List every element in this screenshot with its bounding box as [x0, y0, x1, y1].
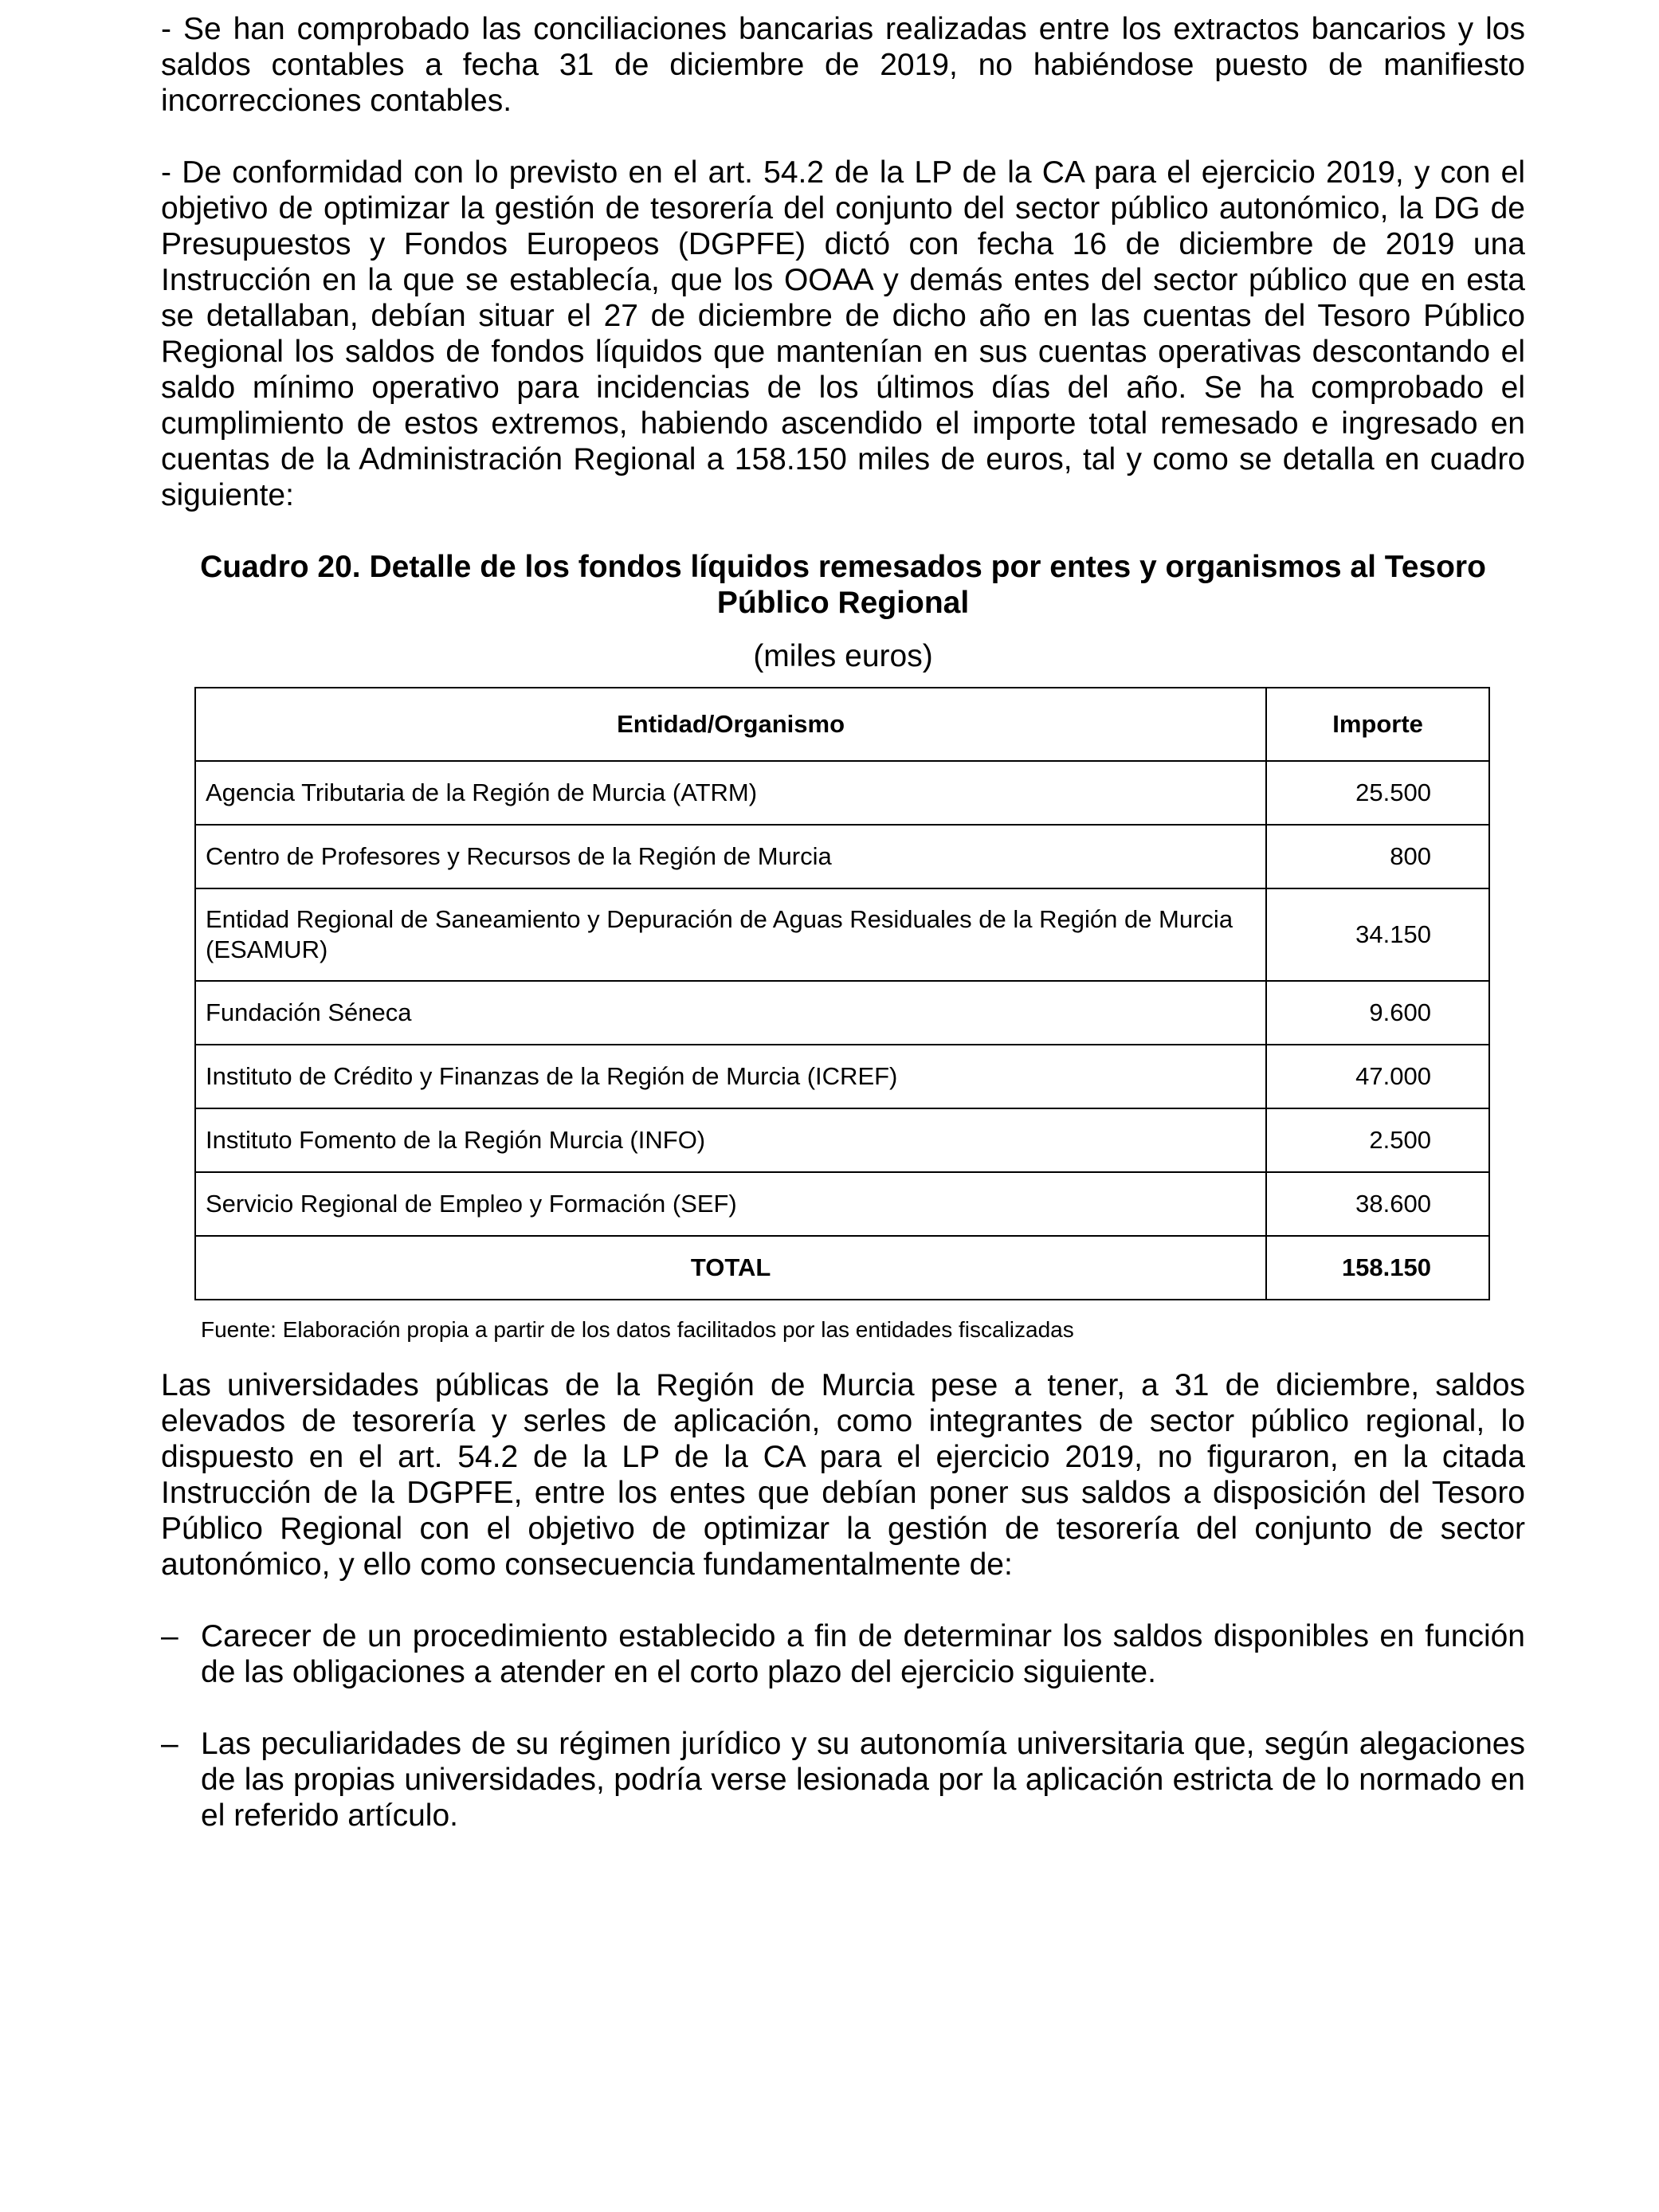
- entity-cell: Centro de Profesores y Recursos de la Región de Murcia: [195, 825, 1266, 888]
- table-caption-line-1: Cuadro 20. Detalle de los fondos líquidos remesados por entes y organismos al Tesoro: [200, 550, 1486, 584]
- table-units: (miles euros): [753, 639, 933, 673]
- table-row: [195, 1108, 1489, 1172]
- table-row: [195, 825, 1489, 888]
- table-row: [195, 888, 1489, 981]
- table-row: [195, 981, 1489, 1045]
- amount-cell: 25.500: [1266, 761, 1489, 825]
- entity-cell: Fundación Séneca: [195, 981, 1266, 1045]
- funds-table: [194, 687, 1490, 1300]
- total-amount: 158.150: [1266, 1236, 1489, 1300]
- entity-cell: Instituto de Crédito y Finanzas de la Región de Murcia (ICREF): [195, 1045, 1266, 1108]
- bullet-dash-icon: –: [161, 1727, 178, 1761]
- amount-cell: 47.000: [1266, 1045, 1489, 1108]
- table-caption: [161, 549, 1525, 621]
- entity-cell: Instituto Fomento de la Región Murcia (INFO): [195, 1108, 1266, 1172]
- entity-cell: Agencia Tributaria de la Región de Murcia (ATRM): [195, 761, 1266, 825]
- table-caption-line-2: Público Regional: [716, 586, 970, 620]
- entity-cell: Entidad Regional de Saneamiento y Depuración de Aguas Residuales de la Región de Murcia (ESAMUR): [195, 888, 1266, 981]
- list-item-text: Las peculiaridades de su régimen jurídico y su autonomía universitaria que, según alegaciones de las propias universidades, podría verse lesionada por la aplicación estricta de lo normado en el referido artículo.: [201, 1727, 1525, 1833]
- table-source-note: Fuente: Elaboración propia a partir de los datos facilitados por las entidades fiscalizadas: [201, 1317, 1074, 1342]
- bullet-dash-icon: –: [161, 1619, 178, 1653]
- list-item: [161, 1618, 1525, 1690]
- amount-cell: 2.500: [1266, 1108, 1489, 1172]
- column-header-amount: Importe: [1266, 688, 1489, 761]
- column-header-entity: Entidad/Organismo: [195, 688, 1266, 761]
- bullet-list: [161, 1618, 1525, 1834]
- amount-cell: 9.600: [1266, 981, 1489, 1045]
- total-label: TOTAL: [195, 1236, 1266, 1300]
- paragraph-treasury-instruction: - De conformidad con lo previsto en el art. 54.2 de la LP de la CA para el ejercicio 2019, y con el objetivo de optimizar la gestión de tesorería del conjunto del sector público autonómico, la DG de Presupuestos y Fondos Europeos (DGPFE) dictó con fecha 16 de diciembre de 2019 una Instrucción en la que se establecía, que los OOAA y demás entes del sector público que en esta se detallaban, debían situar el 27 de diciembre de dicho año en las cuentas del Tesoro Público Regional los saldos de fondos líquidos que mantenían en sus cuentas operativas descontando el saldo mínimo operativo para incidencias de los últimos días del año. Se ha comprobado el cumplimiento de estos extremos, habiendo ascendido el importe total remesado e ingresado en cuentas de la Administración Regional a 158.150 miles de euros, tal y como se detalla en cuadro siguiente:: [161, 155, 1525, 512]
- list-item: [161, 1726, 1525, 1834]
- table-row: [195, 1045, 1489, 1108]
- amount-cell: 34.150: [1266, 888, 1489, 981]
- document-page: [161, 11, 1525, 1869]
- entity-cell: Servicio Regional de Empleo y Formación (SEF): [195, 1172, 1266, 1236]
- table-header-row: [195, 688, 1489, 761]
- amount-cell: 800: [1266, 825, 1489, 888]
- list-item-text: Carecer de un procedimiento establecido a fin de determinar los saldos disponibles en función de las obligaciones a atender en el corto plazo del ejercicio siguiente.: [201, 1619, 1525, 1689]
- amount-cell: 38.600: [1266, 1172, 1489, 1236]
- table-row: [195, 1172, 1489, 1236]
- paragraph-universities: Las universidades públicas de la Región de Murcia pese a tener, a 31 de diciembre, saldos elevados de tesorería y serles de aplicación, como integrantes de sector público regional, lo dispuesto en el art. 54.2 de la LP de la CA para el ejercicio 2019, no figuraron, en la citada Instrucción de la DGPFE, entre los entes que debían poner sus saldos a disposición del Tesoro Público Regional con el objetivo de optimizar la gestión de tesorería del conjunto de sector autonómico, y ello como consecuencia fundamentalmente de:: [161, 1368, 1525, 1582]
- paragraph-bank-reconciliation: - Se han comprobado las conciliaciones bancarias realizadas entre los extractos bancarios y los saldos contables a fecha 31 de diciembre de 2019, no habiéndose puesto de manifiesto incorrecciones contables.: [161, 12, 1525, 118]
- table-row: [195, 761, 1489, 825]
- table-total-row: [195, 1236, 1489, 1300]
